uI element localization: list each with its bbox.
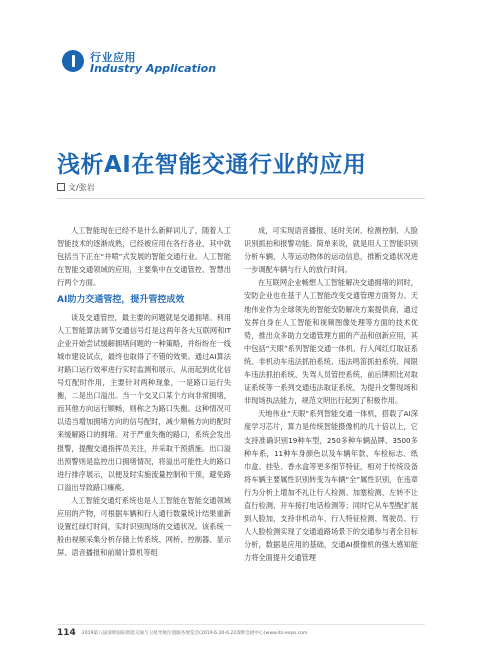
- article-author: [57, 182, 95, 193]
- article-title: 浅析AI在智能交通行业的应用: [57, 152, 367, 178]
- right-paragraph-2: 在互联网企业畅想人工智能解决交通拥堵的同时，安防企业也在基于人工智能改变交通管理方面努力。天地伟业作为全球领先的智能安防解决方案提供商，通过发挥自身在人工智能和视频图像处理等方面的技术优势，推出众多助力交通管理方面的产品和创新应用，其中包括“天眼”系列智能交通一体机、行人闯红灯取证系统、非机动车违法抓拍系统、违法鸣笛抓拍系统、闯限车违法抓拍系统、失驾人员管控系统、前后牌照比对取证系统等一系列交通违法取证系统，为提升交警现场和非现场执法能力，规范文明出行起到了积极作用。: [244, 278, 418, 406]
- left-paragraph-3: 人工智能交通灯系统也是人工智能在智能交通领域应用的产物，可根据车辆和行人通行数量统计结果重新设置红绿灯时间，实时识别现场的交通状况。该系统一般由视频采集分析存储上传系统、网桥、控制器、显示屏、语音播报和前端计算机等组: [57, 495, 231, 558]
- page-number: 114: [57, 628, 76, 638]
- left-paragraph-1: 人工智能现在已经不是什么新鲜词儿了，随着人工智能技术的逐渐成熟，已经被应用在各行各业，其中就包括当下正在“井喷”式发展的智能交通行业。人工智能在智能交通领域的应用，主要集中在交通管控、智慧出行两个方面。: [57, 226, 231, 288]
- author-box-icon: [57, 183, 65, 191]
- section-badge-icon: [62, 50, 84, 72]
- footer-divider: [57, 624, 425, 625]
- section-title-en: Industry Application: [90, 62, 217, 75]
- left-paragraph-2: 谈及交通管控，最主要的问题就是交通拥堵。利用人工智能算法调节交通信号灯是这两年各大互联网和IT企业开始尝试缓解拥堵问题的一种策略，并纷纷在一线城市建设试点，最终也取得了不错的效果。通过AI算法对路口运行效率进行实时监测和展示，从而起到优化信号灯配时作用，主要针对两种现象，一是路口运行失衡，二是出口溢出。当一个交叉口某个方向非常拥堵，而其他方向运行顺畅，则称之为路口失衡。这种情况可以适当增加拥堵方向的信号配时，减少顺畅方向的配时来缓解路口的拥堵。对于严重失衡的路口，系统会发出报警，提醒交通指挥员关注，并采取干预措施。出口溢出预警则是监控出口拥堵情况，将溢出可能性大的路口进行排序展示，以便及时实施流量控制和干预，避免路口溢出导致路口瘫痪。: [57, 312, 231, 492]
- page-footer: [57, 626, 425, 640]
- right-paragraph-3: 天地伟业“天眼”系列智能交通一体机，搭载了AI深度学习芯片，算力是传统智能摄像机的几十倍以上，它支持准确识别19种车型，250多种车辆品牌、3500多种车系，11种车身颜色以及车辆年款、车检标志、纸巾盒、挂坠、香水盒等更多细节特征，相对于传统设备将车辆主要属性识别转变为车辆“全”属性识别，在违章行为分析上增加不礼让行人检测、加塞检测、左转不让直行检测、开车接打电话检测等；同时它从车型配扩展到人脸加，支持非机动车、行人特征检测、驾驶员、行人人脸检测实现了交通道路场景下的交通参与者全目标分析，数据是应用的基础，交通AI摄像机的强大感知能力将全面提升交通管理: [244, 409, 418, 563]
- right-column: [244, 224, 418, 564]
- subheading-traffic-control: AI助力交通管控，提升管控成效: [57, 295, 185, 306]
- footer-text: 2019第八届深圳国际智能交通与卫星导航位置服务展览会(2019.6.20-6.22深圳会展中心)www.its-expo.com: [81, 631, 308, 636]
- left-column: [57, 224, 231, 559]
- author-name: 文/张岩: [68, 183, 95, 192]
- right-paragraph-1: 成，可实现语音播报、延时关闭、检测控制、人脸识别抓拍和报警功能。简单来说，就是用人工智能识别分析车辆、人等运动物体的运动信息，推断交通状况进一步调配车辆与行人的放行时间。: [244, 226, 418, 275]
- title-divider: [57, 198, 425, 199]
- section-title-cn: 行业应用: [90, 51, 136, 64]
